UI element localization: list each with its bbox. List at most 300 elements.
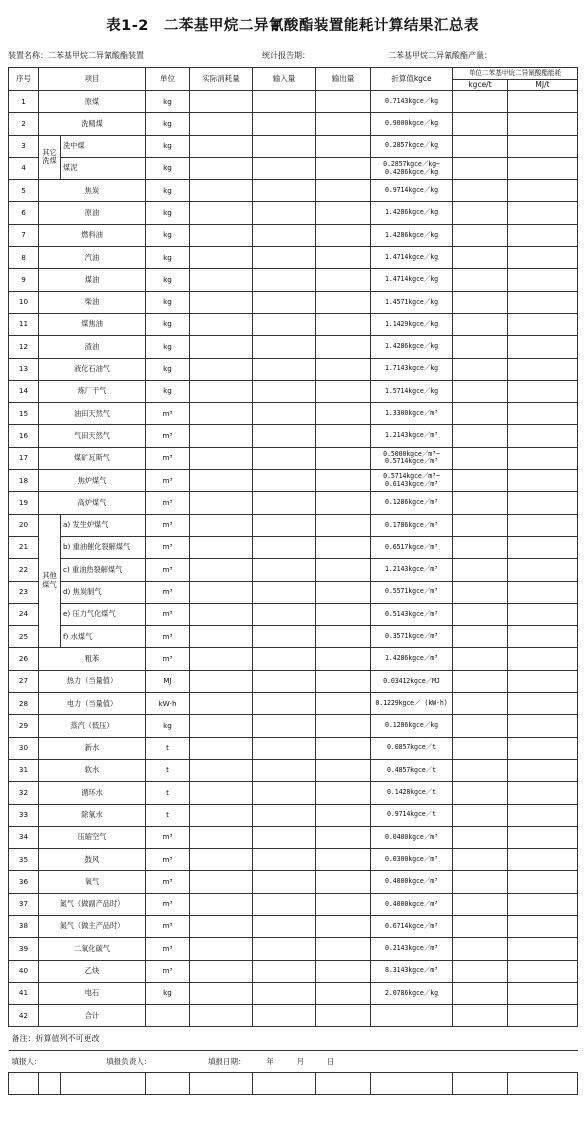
per-unit-kgce-cell[interactable] (453, 247, 508, 269)
factor-cell: 0.1229kgce／ (kW·h) (371, 693, 453, 715)
row-number: 15 (9, 403, 39, 425)
input-cell[interactable] (316, 782, 371, 804)
input-cell[interactable] (253, 804, 316, 826)
input-cell[interactable] (190, 157, 253, 179)
input-cell[interactable] (316, 670, 371, 692)
input-cell[interactable] (253, 626, 316, 648)
input-cell[interactable] (190, 737, 253, 759)
per-unit-mj-cell[interactable] (508, 202, 578, 224)
input-cell[interactable] (190, 247, 253, 269)
per-unit-kgce-cell[interactable] (453, 425, 508, 447)
input-cell[interactable] (253, 447, 316, 469)
input-cell[interactable] (316, 871, 371, 893)
input-cell[interactable] (316, 648, 371, 670)
input-cell[interactable] (190, 982, 253, 1004)
factor-cell: 1.5714kgce／kg (371, 380, 453, 402)
blank-cell (316, 1073, 371, 1095)
table-row (9, 291, 578, 313)
per-unit-mj-cell[interactable] (508, 938, 578, 960)
per-unit-mj-cell[interactable] (508, 960, 578, 982)
factor-cell: 0.9000kgce／kg (371, 113, 453, 135)
input-cell[interactable] (190, 759, 253, 781)
input-cell[interactable] (190, 715, 253, 737)
per-unit-mj-cell[interactable] (508, 224, 578, 246)
input-cell[interactable] (253, 336, 316, 358)
unit-cell: m³ (146, 581, 190, 603)
per-unit-kgce-cell[interactable] (453, 157, 508, 179)
input-cell[interactable] (316, 336, 371, 358)
per-unit-kgce-cell[interactable] (453, 202, 508, 224)
header-actual: 实际消耗量 (190, 68, 253, 91)
input-cell[interactable] (316, 960, 371, 982)
factor-cell: 0.1786kgce／m³ (371, 514, 453, 536)
input-cell[interactable] (316, 425, 371, 447)
per-unit-mj-cell[interactable] (508, 91, 578, 113)
per-unit-mj-cell[interactable] (508, 336, 578, 358)
per-unit-mj-cell[interactable] (508, 893, 578, 915)
input-cell[interactable] (190, 358, 253, 380)
input-cell[interactable] (190, 804, 253, 826)
output-label: 二苯基甲烷二异氰酸酯产量： (388, 51, 492, 60)
input-cell[interactable] (253, 670, 316, 692)
input-cell[interactable] (316, 982, 371, 1004)
input-cell[interactable] (316, 938, 371, 960)
input-cell[interactable] (316, 135, 371, 157)
per-unit-kgce-cell[interactable] (453, 514, 508, 536)
per-unit-kgce-cell[interactable] (453, 336, 508, 358)
table-row (9, 715, 578, 737)
per-unit-mj-cell[interactable] (508, 1005, 578, 1027)
per-unit-kgce-cell[interactable] (453, 313, 508, 335)
input-cell[interactable] (253, 135, 316, 157)
per-unit-mj-cell[interactable] (508, 715, 578, 737)
table-row (9, 1005, 578, 1027)
per-unit-kgce-cell[interactable] (453, 693, 508, 715)
input-cell[interactable] (316, 759, 371, 781)
per-unit-kgce-cell[interactable] (453, 893, 508, 915)
input-cell[interactable] (190, 626, 253, 648)
input-cell[interactable] (190, 224, 253, 246)
per-unit-mj-cell[interactable] (508, 536, 578, 558)
input-cell[interactable] (190, 893, 253, 915)
unit-cell: m³ (146, 626, 190, 648)
unit-cell: kg (146, 380, 190, 402)
per-unit-kgce-cell[interactable] (453, 135, 508, 157)
row-number: 35 (9, 849, 39, 871)
input-cell[interactable] (190, 180, 253, 202)
input-cell[interactable] (316, 536, 371, 558)
unit-cell: m³ (146, 893, 190, 915)
per-unit-kgce-cell[interactable] (453, 648, 508, 670)
per-unit-kgce-cell[interactable] (453, 113, 508, 135)
per-unit-mj-cell[interactable] (508, 982, 578, 1004)
row-number: 19 (9, 492, 39, 514)
input-cell[interactable] (253, 693, 316, 715)
row-number: 31 (9, 759, 39, 781)
input-cell[interactable] (316, 291, 371, 313)
item-name: 汽油 (39, 247, 146, 269)
unit-cell: kg (146, 313, 190, 335)
row-number: 7 (9, 224, 39, 246)
input-cell[interactable] (190, 536, 253, 558)
input-cell[interactable] (253, 514, 316, 536)
input-cell[interactable] (253, 982, 316, 1004)
table-row (9, 91, 578, 113)
group-label: 其他煤气 (39, 514, 61, 648)
factor-cell: 1.1429kgce／kg (371, 313, 453, 335)
input-cell[interactable] (190, 603, 253, 625)
input-cell[interactable] (190, 871, 253, 893)
per-unit-mj-cell[interactable] (508, 313, 578, 335)
input-cell[interactable] (253, 782, 316, 804)
input-cell[interactable] (253, 826, 316, 848)
input-cell[interactable] (316, 447, 371, 469)
input-cell[interactable] (316, 470, 371, 492)
input-cell[interactable] (190, 849, 253, 871)
per-unit-mj-cell[interactable] (508, 581, 578, 603)
header-item: 项目 (39, 68, 146, 91)
per-unit-mj-cell[interactable] (508, 514, 578, 536)
per-unit-kgce-cell[interactable] (453, 1005, 508, 1027)
row-number: 1 (9, 91, 39, 113)
row-number: 42 (9, 1005, 39, 1027)
month-label: 月 (296, 1056, 305, 1066)
input-cell[interactable] (190, 313, 253, 335)
per-unit-mj-cell[interactable] (508, 759, 578, 781)
item-name: 气田天然气 (39, 425, 146, 447)
input-cell[interactable] (253, 313, 316, 335)
per-unit-kgce-cell[interactable] (453, 470, 508, 492)
item-name: 柴油 (39, 291, 146, 313)
factor-cell: 1.4571kgce／kg (371, 291, 453, 313)
per-unit-kgce-cell[interactable] (453, 91, 508, 113)
per-unit-mj-cell[interactable] (508, 693, 578, 715)
item-name: 氮气（做主产品时） (39, 915, 146, 937)
per-unit-kgce-cell[interactable] (453, 492, 508, 514)
input-cell[interactable] (190, 581, 253, 603)
row-number: 18 (9, 470, 39, 492)
per-unit-mj-cell[interactable] (508, 380, 578, 402)
input-cell[interactable] (253, 1005, 316, 1027)
factor-cell: 0.5143kgce／m³ (371, 603, 453, 625)
input-cell[interactable] (253, 269, 316, 291)
per-unit-mj-cell[interactable] (508, 826, 578, 848)
item-name: 焦炉煤气 (39, 470, 146, 492)
input-cell[interactable] (316, 91, 371, 113)
item-name: 燃料油 (39, 224, 146, 246)
per-unit-mj-cell[interactable] (508, 603, 578, 625)
table-row (9, 336, 578, 358)
per-unit-mj-cell[interactable] (508, 849, 578, 871)
input-cell[interactable] (190, 670, 253, 692)
item-name: 煤泥 (61, 157, 146, 179)
factor-cell: 0.5714kgce／m³~ 0.6143kgce／m³ (371, 470, 453, 492)
factor-cell: 1.2143kgce／m³ (371, 559, 453, 581)
per-unit-kgce-cell[interactable] (453, 291, 508, 313)
input-cell[interactable] (316, 269, 371, 291)
factor-cell: 1.4714kgce／kg (371, 247, 453, 269)
factor-cell: 0.03412kgce／MJ (371, 670, 453, 692)
input-cell[interactable] (316, 915, 371, 937)
per-unit-mj-cell[interactable] (508, 113, 578, 135)
input-cell[interactable] (253, 849, 316, 871)
row-number: 40 (9, 960, 39, 982)
input-cell[interactable] (253, 380, 316, 402)
input-cell[interactable] (316, 1005, 371, 1027)
item-name: 氮气（做副产品时） (39, 893, 146, 915)
per-unit-kgce-cell[interactable] (453, 358, 508, 380)
input-cell[interactable] (253, 202, 316, 224)
input-cell[interactable] (253, 915, 316, 937)
input-cell[interactable] (316, 737, 371, 759)
table-row (9, 559, 578, 581)
factor-cell: 1.4286kgce／kg (371, 336, 453, 358)
input-cell[interactable] (316, 559, 371, 581)
factor-cell: 0.1286kgce／m³ (371, 492, 453, 514)
per-unit-mj-cell[interactable] (508, 648, 578, 670)
per-unit-kgce-cell[interactable] (453, 224, 508, 246)
table-row (9, 982, 578, 1004)
per-unit-kgce-cell[interactable] (453, 960, 508, 982)
per-unit-kgce-cell[interactable] (453, 849, 508, 871)
per-unit-kgce-cell[interactable] (453, 804, 508, 826)
input-cell[interactable] (316, 804, 371, 826)
table-row (9, 113, 578, 135)
factor-cell: 0.2857kgce／kg~ 0.4286kgce／kg (371, 157, 453, 179)
item-name: 热力（当量值） (39, 670, 146, 692)
input-cell[interactable] (316, 626, 371, 648)
item-name: 软水 (39, 759, 146, 781)
per-unit-mj-cell[interactable] (508, 247, 578, 269)
per-unit-kgce-cell[interactable] (453, 269, 508, 291)
item-name: 电石 (39, 982, 146, 1004)
per-unit-kgce-cell[interactable] (453, 759, 508, 781)
input-cell[interactable] (253, 492, 316, 514)
row-number: 24 (9, 603, 39, 625)
per-unit-kgce-cell[interactable] (453, 826, 508, 848)
input-cell[interactable] (190, 291, 253, 313)
input-cell[interactable] (253, 648, 316, 670)
input-cell[interactable] (253, 559, 316, 581)
item-name: 渣油 (39, 336, 146, 358)
per-unit-mj-cell[interactable] (508, 447, 578, 469)
table-row (9, 157, 578, 179)
table-row (9, 358, 578, 380)
input-cell[interactable] (316, 180, 371, 202)
input-cell[interactable] (253, 759, 316, 781)
per-unit-mj-cell[interactable] (508, 470, 578, 492)
input-cell[interactable] (316, 826, 371, 848)
input-cell[interactable] (253, 470, 316, 492)
input-cell[interactable] (253, 247, 316, 269)
input-cell[interactable] (316, 113, 371, 135)
row-number: 14 (9, 380, 39, 402)
per-unit-kgce-cell[interactable] (453, 626, 508, 648)
per-unit-kgce-cell[interactable] (453, 559, 508, 581)
input-cell[interactable] (316, 893, 371, 915)
unit-cell: t (146, 737, 190, 759)
input-cell[interactable] (253, 403, 316, 425)
input-cell[interactable] (190, 113, 253, 135)
per-unit-mj-cell[interactable] (508, 291, 578, 313)
row-number: 36 (9, 871, 39, 893)
unit-cell: kg (146, 982, 190, 1004)
input-cell[interactable] (316, 380, 371, 402)
input-cell[interactable] (190, 202, 253, 224)
input-cell[interactable] (190, 470, 253, 492)
factor-cell: 1.4714kgce／kg (371, 269, 453, 291)
input-cell[interactable] (253, 581, 316, 603)
input-cell[interactable] (190, 1005, 253, 1027)
per-unit-mj-cell[interactable] (508, 157, 578, 179)
factor-cell: 0.4000kgce／m³ (371, 871, 453, 893)
input-cell[interactable] (190, 135, 253, 157)
input-cell[interactable] (253, 715, 316, 737)
input-cell[interactable] (253, 425, 316, 447)
per-unit-kgce-cell[interactable] (453, 670, 508, 692)
input-cell[interactable] (316, 849, 371, 871)
row-number: 20 (9, 514, 39, 536)
input-cell[interactable] (190, 425, 253, 447)
per-unit-mj-cell[interactable] (508, 403, 578, 425)
factor-cell: 0.0400kgce／m³ (371, 826, 453, 848)
input-cell[interactable] (253, 157, 316, 179)
item-name: 煤焦油 (39, 313, 146, 335)
per-unit-kgce-cell[interactable] (453, 581, 508, 603)
input-cell[interactable] (316, 514, 371, 536)
input-cell[interactable] (190, 960, 253, 982)
input-cell[interactable] (190, 648, 253, 670)
per-unit-kgce-cell[interactable] (453, 982, 508, 1004)
per-unit-kgce-cell[interactable] (453, 871, 508, 893)
row-number: 2 (9, 113, 39, 135)
per-unit-kgce-cell[interactable] (453, 447, 508, 469)
per-unit-mj-cell[interactable] (508, 737, 578, 759)
table-note: 备注：折算值列不可更改 (9, 1027, 578, 1051)
per-unit-mj-cell[interactable] (508, 425, 578, 447)
table-row (9, 380, 578, 402)
per-unit-kgce-cell[interactable] (453, 603, 508, 625)
input-cell[interactable] (316, 157, 371, 179)
input-cell[interactable] (316, 492, 371, 514)
input-cell[interactable] (253, 893, 316, 915)
table-row (9, 938, 578, 960)
per-unit-mj-cell[interactable] (508, 180, 578, 202)
input-cell[interactable] (316, 202, 371, 224)
input-cell[interactable] (190, 91, 253, 113)
input-cell[interactable] (253, 737, 316, 759)
input-cell[interactable] (253, 960, 316, 982)
per-unit-mj-cell[interactable] (508, 871, 578, 893)
input-cell[interactable] (316, 313, 371, 335)
input-cell[interactable] (190, 336, 253, 358)
input-cell[interactable] (190, 492, 253, 514)
input-cell[interactable] (253, 91, 316, 113)
input-cell[interactable] (190, 403, 253, 425)
input-cell[interactable] (253, 113, 316, 135)
per-unit-kgce-cell[interactable] (453, 403, 508, 425)
per-unit-kgce-cell[interactable] (453, 715, 508, 737)
unit-cell: t (146, 759, 190, 781)
row-number: 8 (9, 247, 39, 269)
per-unit-mj-cell[interactable] (508, 670, 578, 692)
input-cell[interactable] (253, 180, 316, 202)
per-unit-kgce-cell[interactable] (453, 938, 508, 960)
table-body (9, 91, 578, 1027)
input-cell[interactable] (190, 380, 253, 402)
input-cell[interactable] (190, 915, 253, 937)
input-cell[interactable] (316, 715, 371, 737)
input-cell[interactable] (253, 938, 316, 960)
row-number: 33 (9, 804, 39, 826)
per-unit-kgce-cell[interactable] (453, 737, 508, 759)
input-cell[interactable] (190, 447, 253, 469)
input-cell[interactable] (253, 536, 316, 558)
per-unit-mj-cell[interactable] (508, 915, 578, 937)
sign-row (9, 1051, 578, 1073)
input-cell[interactable] (190, 693, 253, 715)
input-cell[interactable] (316, 403, 371, 425)
row-number: 29 (9, 715, 39, 737)
per-unit-mj-cell[interactable] (508, 358, 578, 380)
row-number: 23 (9, 581, 39, 603)
input-cell[interactable] (190, 514, 253, 536)
input-cell[interactable] (253, 871, 316, 893)
header-per-unit: 单位二苯基甲烷二异氰酸酯能耗 (453, 68, 578, 80)
input-cell[interactable] (190, 938, 253, 960)
input-cell[interactable] (316, 224, 371, 246)
input-cell[interactable] (316, 581, 371, 603)
per-unit-kgce-cell[interactable] (453, 915, 508, 937)
per-unit-kgce-cell[interactable] (453, 782, 508, 804)
per-unit-mj-cell[interactable] (508, 269, 578, 291)
input-cell[interactable] (190, 559, 253, 581)
per-unit-kgce-cell[interactable] (453, 180, 508, 202)
input-cell[interactable] (316, 247, 371, 269)
per-unit-mj-cell[interactable] (508, 492, 578, 514)
input-cell[interactable] (190, 782, 253, 804)
input-cell[interactable] (190, 826, 253, 848)
input-cell[interactable] (316, 358, 371, 380)
unit-cell: m³ (146, 648, 190, 670)
item-name: 循环水 (39, 782, 146, 804)
item-name: 新水 (39, 737, 146, 759)
item-name: d) 焦炭制气 (61, 581, 146, 603)
factor-cell: 1.7143kgce／kg (371, 358, 453, 380)
table-row (9, 224, 578, 246)
table-row (9, 247, 578, 269)
factor-cell: 0.4857kgce／t (371, 759, 453, 781)
per-unit-mj-cell[interactable] (508, 782, 578, 804)
per-unit-kgce-cell[interactable] (453, 536, 508, 558)
unit-cell: kg (146, 269, 190, 291)
per-unit-mj-cell[interactable] (508, 559, 578, 581)
input-cell[interactable] (253, 224, 316, 246)
per-unit-mj-cell[interactable] (508, 135, 578, 157)
input-cell[interactable] (253, 291, 316, 313)
per-unit-mj-cell[interactable] (508, 626, 578, 648)
factor-cell: 0.6714kgce／m³ (371, 915, 453, 937)
input-cell[interactable] (316, 693, 371, 715)
factor-cell: 0.1286kgce／kg (371, 715, 453, 737)
input-cell[interactable] (253, 603, 316, 625)
input-cell[interactable] (253, 358, 316, 380)
per-unit-kgce-cell[interactable] (453, 380, 508, 402)
per-unit-mj-cell[interactable] (508, 804, 578, 826)
row-number: 3 (9, 135, 39, 157)
input-cell[interactable] (316, 603, 371, 625)
input-cell[interactable] (190, 269, 253, 291)
